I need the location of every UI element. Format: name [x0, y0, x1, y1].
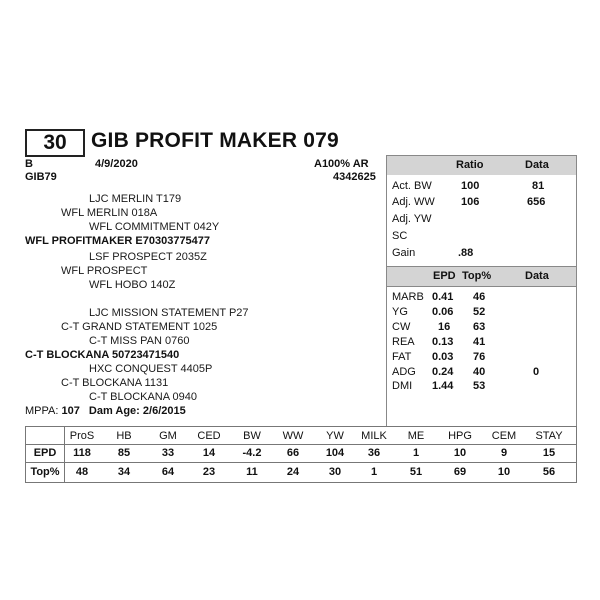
top-percent-value: 48 — [75, 466, 89, 478]
carcass-row-top: 40 — [473, 366, 486, 378]
sire-dam: WFL PROSPECT — [61, 265, 148, 277]
column-header: ProS — [69, 430, 95, 442]
top-percent-value: 56 — [542, 466, 556, 478]
ratio-row-ratio: 100 — [461, 180, 480, 192]
epd-value: 9 — [500, 447, 508, 459]
carcass-row-epd: 0.13 — [432, 336, 454, 348]
data-column-header: Data — [525, 270, 549, 282]
epd-value: 10 — [453, 447, 467, 459]
carcass-row-top: 53 — [473, 380, 486, 392]
carcass-row-epd: 0.41 — [432, 291, 454, 303]
epd-value: 104 — [325, 447, 345, 459]
ratio-row-ratio: .88 — [458, 247, 474, 259]
epd-table — [25, 426, 577, 483]
column-header: GM — [159, 430, 177, 442]
ratio-row-label: SC — [392, 230, 408, 242]
dam-dam-sire: HXC CONQUEST 4405P — [89, 363, 213, 375]
carcass-row-epd: 0.03 — [432, 351, 454, 363]
dam-sire: C-T GRAND STATEMENT 1025 — [61, 321, 218, 333]
top-percent-value: 24 — [286, 466, 300, 478]
dam: C-T BLOCKANA 50723471540 — [25, 349, 180, 361]
birth-date: 4/9/2020 — [95, 158, 138, 170]
carcass-row-label: YG — [392, 306, 408, 318]
carcass-row-top: 63 — [473, 321, 486, 333]
row-label: EPD — [33, 447, 57, 459]
data-column-header: Data — [525, 159, 549, 171]
top-percent-value: 34 — [117, 466, 131, 478]
column-header: BW — [243, 430, 261, 442]
ratio-row-data: 81 — [532, 180, 545, 192]
top-percent-value: 69 — [453, 466, 467, 478]
top-percent-value: 51 — [409, 466, 423, 478]
dam-dam: C-T BLOCKANA 1131 — [61, 377, 169, 389]
carcass-row-epd: 0.06 — [432, 306, 454, 318]
epd-value: 1 — [412, 447, 420, 459]
epd-value: 66 — [286, 447, 300, 459]
top-percent-value: 30 — [328, 466, 342, 478]
dam-age-label: Dam Age: — [88, 405, 140, 417]
column-header: STAY — [535, 430, 563, 442]
carcass-row-label: FAT — [392, 351, 412, 363]
column-header: HB — [116, 430, 132, 442]
breed-percentage: A100% AR — [314, 158, 369, 170]
epd-value: 33 — [161, 447, 175, 459]
top-percent-value: 11 — [246, 466, 258, 478]
epd-column-header: EPD — [433, 270, 456, 282]
epd-value: 14 — [202, 447, 216, 459]
epd-value: 118 — [73, 447, 91, 459]
ratio-row-label: Act. BW — [392, 180, 432, 192]
column-header: WW — [282, 430, 304, 442]
sire-dam-sire: LSF PROSPECT 2035Z — [89, 251, 207, 263]
panel-divider — [387, 286, 576, 287]
epd-value: 36 — [367, 447, 381, 459]
column-header: MILK — [361, 430, 387, 442]
lot-number: 30 — [25, 129, 85, 157]
table-divider — [26, 462, 576, 463]
column-header: CEM — [491, 430, 517, 442]
sire-dam-dam: WFL HOBO 140Z — [89, 279, 176, 291]
carcass-row-label: ADG — [392, 366, 416, 378]
tattoo: GIB79 — [25, 171, 57, 183]
epd-value: -4.2 — [242, 447, 262, 459]
table-row-epd — [26, 445, 576, 461]
mppa-line — [25, 405, 186, 417]
mppa-value: 107 — [61, 405, 80, 417]
ratio-column-header: Ratio — [456, 159, 484, 171]
carcass-row-epd: 16 — [438, 321, 451, 333]
row-label: Top% — [30, 466, 60, 478]
ratio-row-ratio: 106 — [461, 196, 480, 208]
carcass-row-epd: 0.24 — [432, 366, 454, 378]
epd-value: 85 — [117, 447, 131, 459]
carcass-row-label: DMI — [392, 380, 413, 392]
animal-name: GIB PROFIT MAKER 079 — [91, 129, 339, 152]
sire-sire: WFL MERLIN 018A — [61, 207, 158, 219]
table-header-row — [26, 428, 576, 444]
carcass-row-top: 76 — [473, 351, 486, 363]
carcass-row-top: 46 — [473, 291, 486, 303]
breed-code: B — [25, 158, 33, 170]
sire: WFL PROFITMAKER E70303775477 — [25, 235, 211, 247]
ratio-row-label: Adj. WW — [392, 196, 435, 208]
table-row-top-percent — [26, 464, 576, 480]
column-header: ME — [407, 430, 425, 442]
top-percent-value: 10 — [497, 466, 511, 478]
registration-number: 4342625 — [333, 171, 376, 183]
top-percent-column-header: Top% — [462, 270, 492, 282]
ratio-row-label: Gain — [392, 247, 416, 259]
top-percent-value: 1 — [370, 466, 378, 478]
sire-sire-sire: LJC MERLIN T179 — [89, 193, 182, 205]
carcass-row-data: 0 — [533, 366, 540, 378]
mppa-label: MPPA: — [25, 405, 59, 417]
performance-panel — [386, 155, 577, 427]
epd-value: 15 — [542, 447, 556, 459]
dam-sire-sire: LJC MISSION STATEMENT P27 — [89, 307, 249, 319]
dam-sire-dam: C-T MISS PAN 0760 — [89, 335, 190, 347]
ratio-row-label: Adj. YW — [392, 213, 432, 225]
carcass-row-epd: 1.44 — [432, 380, 454, 392]
column-header: YW — [326, 430, 344, 442]
sire-sire-dam: WFL COMMITMENT 042Y — [89, 221, 220, 233]
top-percent-value: 64 — [161, 466, 175, 478]
dam-dam-dam: C-T BLOCKANA 0940 — [89, 391, 198, 403]
column-header: CED — [197, 430, 221, 442]
carcass-row-top: 52 — [473, 306, 486, 318]
top-percent-value: 23 — [202, 466, 216, 478]
carcass-row-top: 41 — [473, 336, 486, 348]
column-header: HPG — [448, 430, 472, 442]
ratio-row-data: 656 — [527, 196, 546, 208]
carcass-row-label: REA — [392, 336, 415, 348]
carcass-row-label: MARB — [392, 291, 424, 303]
dam-age-value: 2/6/2015 — [142, 405, 186, 417]
carcass-row-label: CW — [392, 321, 411, 333]
